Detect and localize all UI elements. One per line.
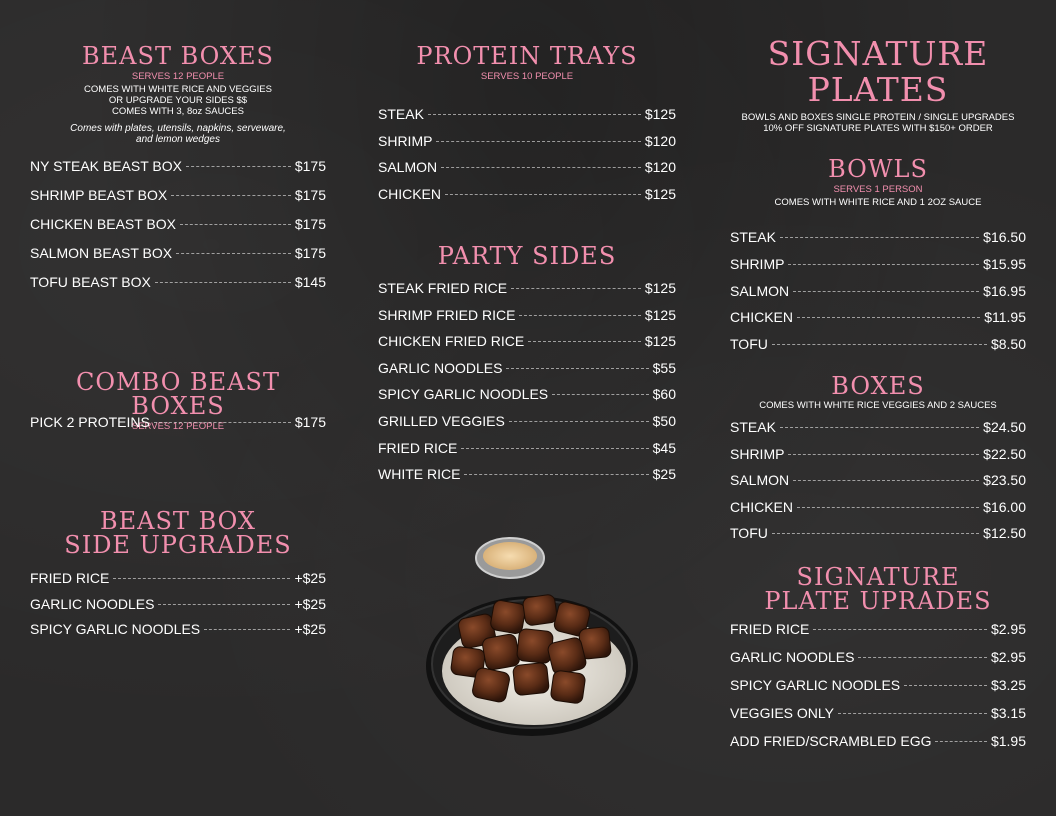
beast-boxes-note-1: COMES WITH WHITE RICE AND VEGGIES bbox=[84, 84, 272, 95]
menu-item-name: TOFU bbox=[730, 336, 768, 353]
plate-upgrade-item bbox=[730, 649, 1026, 665]
menu-item-name: PICK 2 PROTEINS bbox=[30, 414, 150, 430]
menu-item-price: $120 bbox=[644, 159, 676, 175]
box-item bbox=[730, 419, 1026, 435]
dotted-leader bbox=[528, 341, 641, 342]
menu-item-name: SHRIMP FRIED RICE bbox=[378, 306, 516, 323]
plate-upgrade-item bbox=[730, 677, 1026, 693]
menu-item-price: $175 bbox=[294, 245, 326, 261]
menu-item-price: $12.50 bbox=[983, 525, 1026, 542]
menu-item-price: $175 bbox=[294, 187, 326, 203]
dotted-leader bbox=[461, 448, 648, 449]
dotted-leader bbox=[813, 629, 987, 630]
menu-item-name: GARLIC NOODLES bbox=[30, 595, 155, 612]
dotted-leader bbox=[788, 454, 979, 455]
dotted-leader bbox=[858, 657, 986, 658]
menu-item-name: STEAK bbox=[730, 419, 776, 435]
dotted-leader bbox=[838, 713, 987, 714]
plate-upgrade-item bbox=[730, 621, 1026, 637]
combo-serves: SERVES 12 PEOPLE bbox=[131, 421, 225, 432]
menu-item-price: $15.95 bbox=[983, 255, 1026, 272]
party-side-item bbox=[378, 333, 676, 349]
menu-item-name: SALMON bbox=[730, 472, 790, 489]
menu-item-name: CHICKEN FRIED RICE bbox=[378, 333, 525, 350]
menu-item-price: $60 bbox=[652, 386, 676, 403]
beast-box-item bbox=[30, 274, 326, 290]
dotted-leader bbox=[935, 741, 986, 742]
beast-boxes-note-3: COMES WITH 3, 8oz SAUCES bbox=[112, 106, 244, 117]
menu-item-price: $125 bbox=[644, 333, 676, 350]
dotted-leader bbox=[552, 394, 649, 395]
menu-item-name: CHICKEN bbox=[730, 498, 794, 515]
menu-item-price: $25 bbox=[652, 466, 676, 483]
menu-item-price: $50 bbox=[652, 413, 676, 429]
menu-item-name: SHRIMP bbox=[730, 255, 785, 272]
menu-item-price: $8.50 bbox=[990, 336, 1026, 353]
menu-item-price: $125 bbox=[644, 185, 676, 202]
dotted-leader bbox=[154, 422, 291, 423]
side-upgrades-title-1: BEAST BOX bbox=[100, 507, 256, 535]
menu-item-name: GRILLED VEGGIES bbox=[378, 413, 505, 429]
bowls-title: BOWLS bbox=[828, 155, 928, 183]
signature-title-1: SIGNATURE bbox=[767, 34, 989, 73]
menu-item-name: SPICY GARLIC NOODLES bbox=[30, 621, 201, 637]
boxes-title: BOXES bbox=[831, 372, 925, 400]
box-item bbox=[730, 472, 1026, 488]
signature-title-2: PLATES bbox=[807, 70, 949, 109]
menu-item-name: CHICKEN bbox=[730, 309, 794, 326]
party-sides-section bbox=[378, 244, 676, 268]
menu-item-price: $125 bbox=[644, 280, 676, 296]
boxes-note: COMES WITH WHITE RICE VEGGIES AND 2 SAUCES bbox=[759, 400, 997, 411]
menu-item-price: $16.95 bbox=[983, 282, 1026, 299]
menu-item-price: $16.50 bbox=[983, 229, 1026, 245]
menu-item-name: SALMON bbox=[730, 282, 790, 299]
bowl-item bbox=[730, 309, 1026, 325]
menu-item-price: $2.95 bbox=[990, 649, 1026, 665]
combo-title: COMBO BEAST BOXES bbox=[76, 368, 280, 420]
dotted-leader bbox=[158, 604, 290, 605]
dotted-leader bbox=[772, 533, 979, 534]
menu-item-price: $3.15 bbox=[990, 705, 1026, 721]
beast-box-item bbox=[30, 216, 326, 232]
bowl-item bbox=[730, 283, 1026, 299]
beast-box-item bbox=[30, 187, 326, 203]
box-item bbox=[730, 499, 1026, 515]
menu-item-name: WHITE RICE bbox=[378, 466, 461, 483]
menu-item-price: $175 bbox=[294, 216, 326, 232]
party-side-item bbox=[378, 440, 676, 456]
menu-item-name: CHICKEN BEAST BOX bbox=[30, 216, 177, 232]
menu-item-price: $24.50 bbox=[983, 419, 1026, 435]
dotted-leader bbox=[904, 685, 987, 686]
menu-item-name: STEAK FRIED RICE bbox=[378, 280, 508, 296]
party-sides-title: PARTY SIDES bbox=[437, 242, 617, 270]
dotted-leader bbox=[780, 427, 979, 428]
dotted-leader bbox=[428, 114, 641, 115]
dotted-leader bbox=[171, 195, 291, 196]
bowl-item bbox=[730, 229, 1026, 245]
menu-item-price: $175 bbox=[294, 414, 326, 430]
side-upgrade-item bbox=[30, 570, 326, 586]
dotted-leader bbox=[772, 344, 987, 345]
menu-item-name: FRIED RICE bbox=[30, 570, 110, 586]
menu-item-name: SHRIMP bbox=[730, 445, 785, 462]
bowl-item bbox=[730, 256, 1026, 272]
menu-item-name: GARLIC NOODLES bbox=[378, 359, 503, 376]
dotted-leader bbox=[509, 421, 649, 422]
menu-item-name: SALMON BEAST BOX bbox=[30, 245, 173, 261]
menu-item-price: $125 bbox=[644, 306, 676, 323]
dotted-leader bbox=[464, 474, 648, 475]
plate-upgrades-title-2: PLATE UPRADES bbox=[764, 587, 992, 615]
menu-item-price: $16.00 bbox=[983, 498, 1026, 515]
dotted-leader bbox=[180, 224, 291, 225]
beast-boxes-italic-note: Comes with plates, utensils, napkins, serveware, and lemon wedges bbox=[70, 123, 286, 145]
bowls-serves: SERVES 1 PERSON bbox=[833, 184, 923, 195]
box-item bbox=[730, 525, 1026, 541]
plate-upgrades-section bbox=[730, 565, 1026, 613]
menu-item-price: $145 bbox=[294, 274, 326, 290]
menu-item-name: SPICY GARLIC NOODLES bbox=[730, 677, 901, 693]
dotted-leader bbox=[797, 317, 980, 318]
dotted-leader bbox=[780, 237, 979, 238]
menu-item-price: $3.25 bbox=[990, 677, 1026, 693]
menu-item-name: SALMON bbox=[378, 159, 438, 175]
beast-boxes-section bbox=[30, 44, 326, 145]
dotted-leader bbox=[186, 166, 291, 167]
dotted-leader bbox=[445, 194, 641, 195]
protein-tray-item bbox=[378, 106, 676, 122]
protein-trays-serves: SERVES 10 PEOPLE bbox=[480, 71, 574, 82]
bowls-note: COMES WITH WHITE RICE AND 1 2OZ SAUCE bbox=[774, 197, 982, 208]
party-side-item bbox=[378, 360, 676, 376]
protein-tray-item bbox=[378, 159, 676, 175]
menu-item-name: SHRIMP bbox=[378, 132, 433, 149]
dotted-leader bbox=[519, 315, 640, 316]
menu-item-name: ADD FRIED/SCRAMBLED EGG bbox=[730, 733, 932, 749]
boxes-section bbox=[730, 374, 1026, 411]
plate-upgrades-title-1: SIGNATURE bbox=[796, 563, 960, 591]
plate-upgrade-item bbox=[730, 705, 1026, 721]
menu-item-price: $125 bbox=[644, 106, 676, 122]
side-upgrade-item bbox=[30, 621, 326, 637]
party-side-item bbox=[378, 386, 676, 402]
combo-item bbox=[30, 414, 326, 430]
signature-note-1: BOWLS AND BOXES SINGLE PROTEIN / SINGLE UPGRADES bbox=[741, 112, 1015, 123]
menu-item-name: FRIED RICE bbox=[378, 439, 458, 456]
signature-section bbox=[730, 36, 1026, 134]
menu-item-name: NY STEAK BEAST BOX bbox=[30, 158, 182, 174]
menu-item-name: STEAK bbox=[730, 229, 776, 245]
beast-box-item bbox=[30, 158, 326, 174]
menu-item-price: $11.95 bbox=[984, 309, 1026, 326]
menu-item-price: $175 bbox=[294, 158, 326, 174]
bowls-section bbox=[730, 157, 1026, 208]
menu-item-name: CHICKEN bbox=[378, 185, 442, 202]
dotted-leader bbox=[176, 253, 291, 254]
menu-item-price: +$25 bbox=[294, 621, 326, 637]
dotted-leader bbox=[788, 264, 979, 265]
menu-item-price: +$25 bbox=[294, 595, 326, 612]
dotted-leader bbox=[793, 480, 979, 481]
party-side-item bbox=[378, 307, 676, 323]
beast-boxes-note-2: OR UPGRADE YOUR SIDES $$ bbox=[108, 95, 248, 106]
menu-item-name: SPICY GARLIC NOODLES bbox=[378, 386, 549, 403]
menu-item-price: $23.50 bbox=[983, 472, 1026, 489]
menu-item-name: SHRIMP BEAST BOX bbox=[30, 187, 168, 203]
dotted-leader bbox=[441, 167, 641, 168]
dotted-leader bbox=[506, 368, 648, 369]
menu-item-name: FRIED RICE bbox=[730, 621, 810, 637]
dotted-leader bbox=[793, 291, 979, 292]
menu-item-price: $2.95 bbox=[990, 621, 1026, 637]
protein-tray-item bbox=[378, 133, 676, 149]
menu-item-name: STEAK bbox=[378, 106, 424, 122]
dotted-leader bbox=[113, 578, 290, 579]
menu-item-name: TOFU BEAST BOX bbox=[30, 274, 151, 290]
steak-bowl-image bbox=[422, 536, 640, 736]
menu-item-name: VEGGIES ONLY bbox=[730, 705, 834, 721]
bowl-item bbox=[730, 336, 1026, 352]
dotted-leader bbox=[436, 141, 640, 142]
party-side-item bbox=[378, 413, 676, 429]
dotted-leader bbox=[204, 629, 290, 630]
plate-upgrade-item bbox=[730, 733, 1026, 749]
dotted-leader bbox=[511, 288, 641, 289]
box-item bbox=[730, 446, 1026, 462]
side-upgrades-section bbox=[30, 509, 326, 557]
protein-tray-item bbox=[378, 186, 676, 202]
menu-item-price: $22.50 bbox=[983, 445, 1026, 462]
beast-boxes-serves: SERVES 12 PEOPLE bbox=[131, 71, 225, 82]
beast-box-item bbox=[30, 245, 326, 261]
menu-item-name: TOFU bbox=[730, 525, 768, 542]
protein-trays-title: PROTEIN TRAYS bbox=[416, 42, 638, 70]
party-side-item bbox=[378, 280, 676, 296]
menu-item-price: $120 bbox=[644, 132, 676, 149]
menu-item-price: $1.95 bbox=[990, 733, 1026, 749]
beast-boxes-title: BEAST BOXES bbox=[82, 42, 274, 70]
party-side-item bbox=[378, 466, 676, 482]
side-upgrade-item bbox=[30, 596, 326, 612]
menu-item-name: GARLIC NOODLES bbox=[730, 649, 855, 665]
signature-note-2: 10% OFF SIGNATURE PLATES WITH $150+ ORDER bbox=[763, 123, 993, 134]
menu-item-price: $55 bbox=[652, 359, 676, 376]
dotted-leader bbox=[797, 507, 979, 508]
menu-item-price: $45 bbox=[652, 439, 676, 456]
dotted-leader bbox=[155, 282, 291, 283]
menu-item-price: +$25 bbox=[294, 570, 326, 586]
protein-trays-section bbox=[378, 44, 676, 82]
side-upgrades-title-2: SIDE UPGRADES bbox=[64, 531, 292, 559]
